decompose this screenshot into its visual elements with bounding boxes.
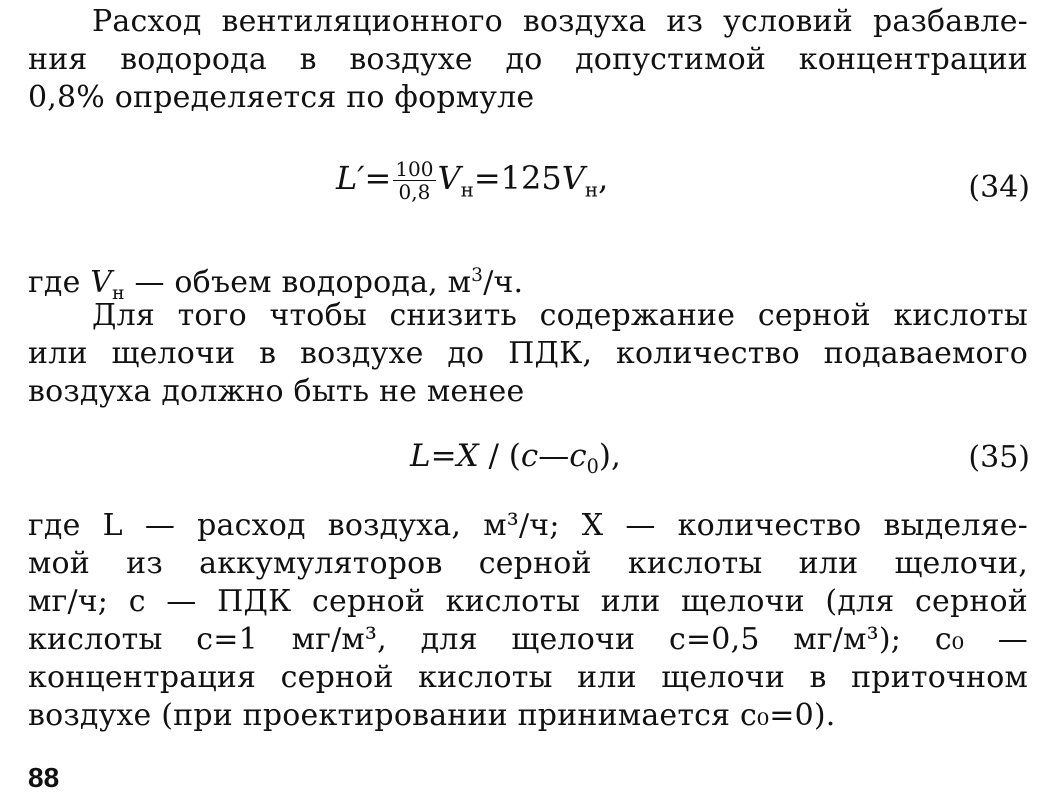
- formula35-x: X: [456, 438, 479, 474]
- where1-unit-tail: /ч.: [483, 265, 524, 300]
- where1-sub: н: [112, 283, 125, 304]
- formula34-var1: V: [437, 159, 461, 197]
- formula-35: [410, 438, 621, 478]
- formula34-eq2: =: [473, 159, 501, 197]
- where2-line5: концентрация серной кислоты или щелочи в приточном: [28, 660, 1028, 695]
- formula35-minus: —: [538, 438, 570, 474]
- paragraph2-line1: Для того чтобы снизить содержание серной кислоты: [92, 298, 1028, 333]
- where1-text: — объем водорода, м: [124, 265, 472, 300]
- paragraph1-line3: 0,8% определяется по формуле: [28, 80, 535, 115]
- equation-number-35: (35): [968, 440, 1030, 475]
- where2-line3: мг/ч; c — ПДК серной кислоты или щелочи (для серной: [28, 584, 1028, 619]
- formula35-lhs: L: [410, 438, 431, 474]
- page-number: 88: [28, 762, 60, 793]
- where2-line4: кислоты c=1 мг/м³, для щелочи c=0,5 мг/м³); c₀ —: [28, 622, 1028, 657]
- formula35-eq: =: [430, 438, 457, 474]
- formula34-sub2: н: [584, 178, 599, 202]
- formula34-coef: 125: [500, 159, 562, 197]
- paragraph1-line1: Расход вентиляционного воздуха из условий разбавле-: [92, 4, 1028, 39]
- formula34-eq1: =: [364, 159, 392, 197]
- where1-sup: 3: [471, 265, 484, 286]
- paragraph2-line2: или щелочи в воздухе до ПДК, количество подаваемого: [28, 336, 1028, 371]
- formula34-numerator: 100: [395, 157, 434, 181]
- equation-number-34: (34): [968, 170, 1030, 205]
- paragraph1-line2: ния водорода в воздухе до допустимой концентрации: [28, 42, 1028, 77]
- formula35-slash: / (: [478, 438, 521, 474]
- formula-34: [336, 158, 608, 203]
- formula34-denominator: 0,8: [398, 180, 431, 204]
- where2-line2: мой из аккумуляторов серной кислоты или щелочи,: [28, 546, 1028, 581]
- formula35-close: ),: [598, 438, 621, 474]
- where2-line6: воздухе (при проектировании принимается c₀=0).: [28, 698, 836, 733]
- formula35-c0-sub: 0: [586, 455, 599, 479]
- formula34-var2: V: [561, 159, 585, 197]
- where1-var: V: [90, 265, 113, 300]
- formula34-sub1: н: [460, 178, 474, 202]
- formula35-c0: c: [569, 438, 587, 474]
- formula34-tail: ,: [598, 159, 609, 197]
- formula34-lhs: L′: [336, 159, 365, 197]
- where2-line1: где L — расход воздуха, м³/ч; X — количество выделяе-: [28, 508, 1028, 543]
- formula34-fraction: [393, 158, 435, 203]
- paragraph2-line3: воздуха должно быть не менее: [28, 374, 525, 409]
- formula35-c: c: [520, 438, 539, 474]
- where1-prefix: где: [28, 265, 91, 300]
